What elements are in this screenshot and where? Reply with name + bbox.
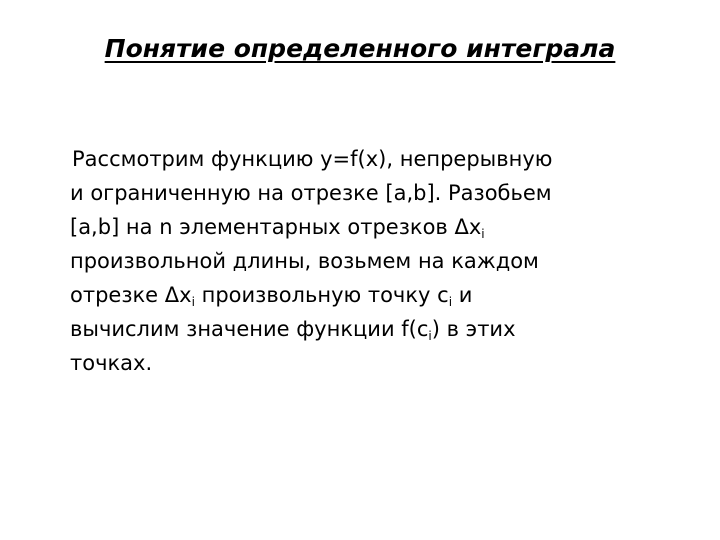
paragraph-line-6 <box>70 312 680 346</box>
paragraph-line-2: и ограниченную на отрезке [a,b]. Разобьем <box>70 181 552 205</box>
paragraph-line-3-text: [a,b] на n элементарных отрезков Δx <box>70 215 482 239</box>
subscript-i: i <box>191 295 195 309</box>
paragraph-line-6-text-a: вычислим значение функции f(c <box>70 317 429 341</box>
slide-title: Понятие определенного интеграла <box>104 34 616 63</box>
paragraph-line-7: точках. <box>70 351 153 375</box>
subscript-i: i <box>428 329 432 343</box>
paragraph-line-3 <box>70 210 680 244</box>
paragraph-line-4: произвольной длины, возьмем на каждом <box>70 249 539 273</box>
paragraph-line-5 <box>70 278 680 312</box>
slide-paragraph <box>70 142 680 380</box>
paragraph-line-5-text-c: и <box>452 283 473 307</box>
paragraph-line-5-text-b: произвольную точку c <box>194 283 449 307</box>
paragraph-line-6-text-b: ) в этих <box>431 317 516 341</box>
subscript-i: i <box>481 227 485 241</box>
subscript-i: i <box>448 295 453 309</box>
paragraph-line-1: Рассмотрим функцию y=f(x), непрерывную <box>72 147 553 171</box>
paragraph-line-5-text-a: отрезке Δx <box>70 283 192 307</box>
